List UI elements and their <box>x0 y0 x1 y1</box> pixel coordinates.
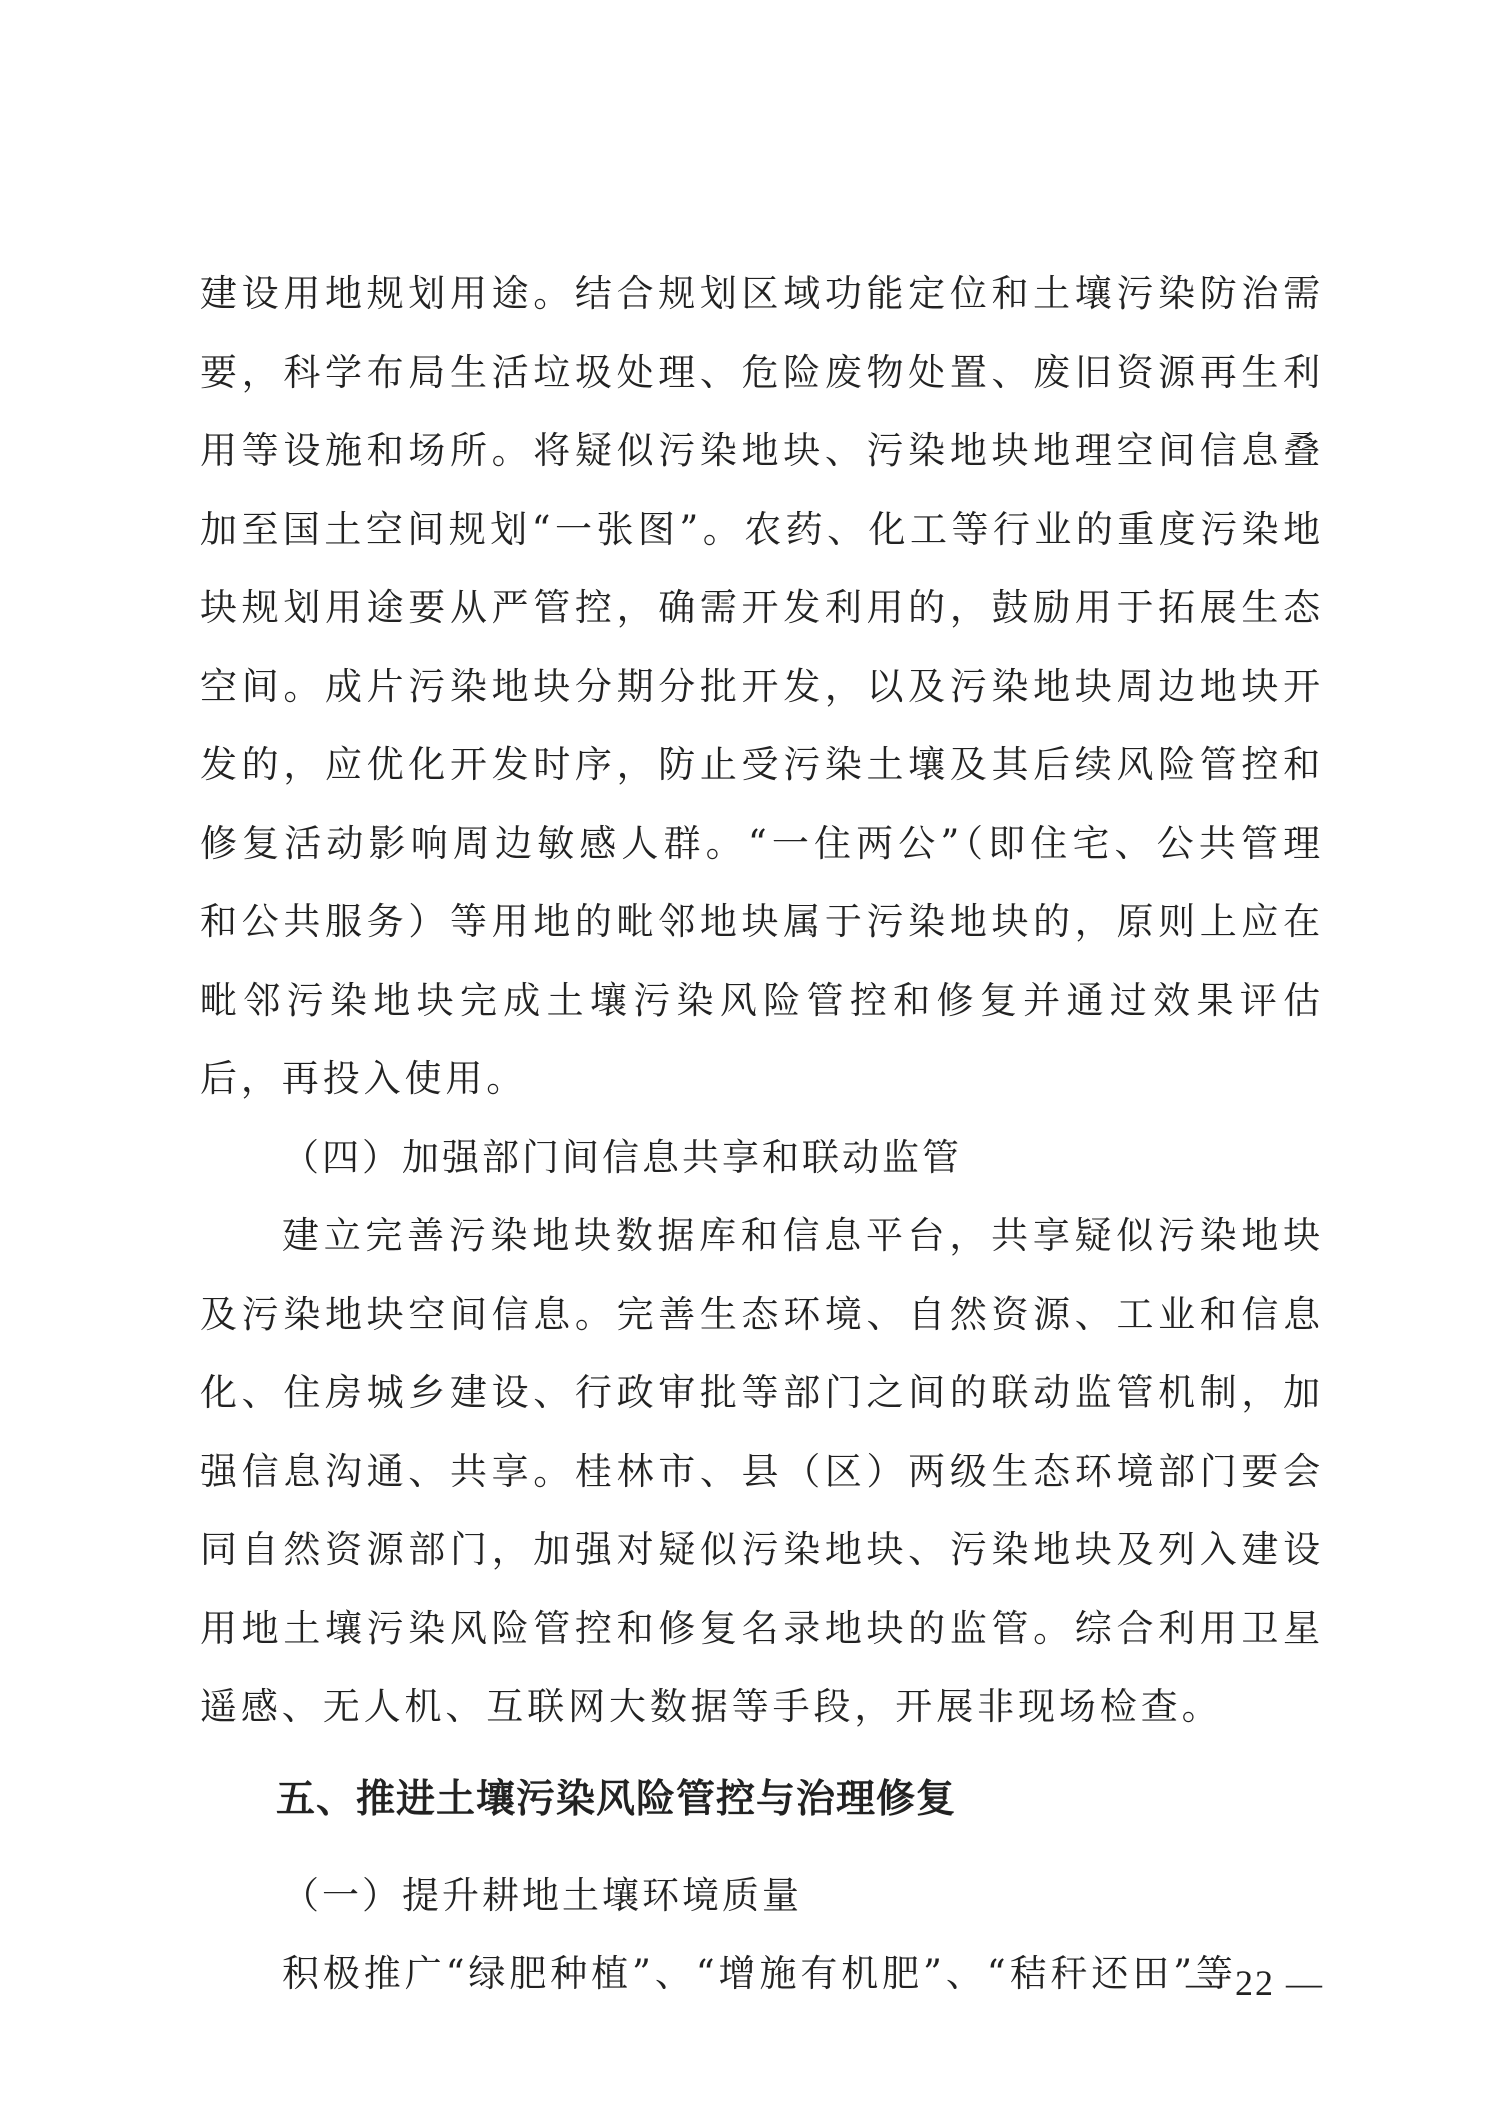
document-body <box>200 255 1324 2014</box>
subsection-4-heading: （四）加强部门间信息共享和联动监管 <box>282 1135 962 1179</box>
subsection-4-paragraph: 建立完善污染地块数据库和信息平台，共享疑似污染地块及污染地块空间信息。完善生态环境、自然资源、工业和信息化、住房城乡建设、行政审批等部门之间的联动监管机制，加强信息沟通、共享。桂林市、县（区）两级生态环境部门要会同自然资源部门，加强对疑似污染地块、污染地块及列入建设用地土壤污染风险管控和修复名录地块的监管。综合利用卫星遥感、无人机、互联网大数据等手段，开展非现场检查。 <box>200 1214 1324 1728</box>
subsection-1-heading: （一）提升耕地土壤环境质量 <box>282 1873 802 1917</box>
subsection-1-paragraph: 积极推广“绿肥种植”、“增施有机肥”、“秸秆还田”等 <box>282 1952 1237 1995</box>
paragraph-continued: 建设用地规划用途。结合规划区域功能定位和土壤污染防治需要，科学布局生活垃圾处理、危险废物处置、废旧资源再生利用等设施和场所。将疑似污染地块、污染地块地理空间信息叠加至国土空间规划“一张图”。农药、化工等行业的重度污染地块规划用途要从严管控，确需开发利用的，鼓励用于拓展生态空间。成片污染地块分期分批开发，以及污染地块周边地块开发的，应优化开发时序，防止受污染土壤及其后续风险管控和修复活动影响周边敏感人群。“一住两公”（即住宅、公共管理和公共服务）等用地的毗邻地块属于污染地块的，原则上应在毗邻污染地块完成土壤污染风险管控和修复并通过效果评估后，再投入使用。 <box>200 272 1324 1100</box>
page-number: — 22 — <box>1186 1963 1324 2003</box>
section-5-heading: 五、推进土壤污染风险管控与治理修复 <box>276 1776 957 1822</box>
